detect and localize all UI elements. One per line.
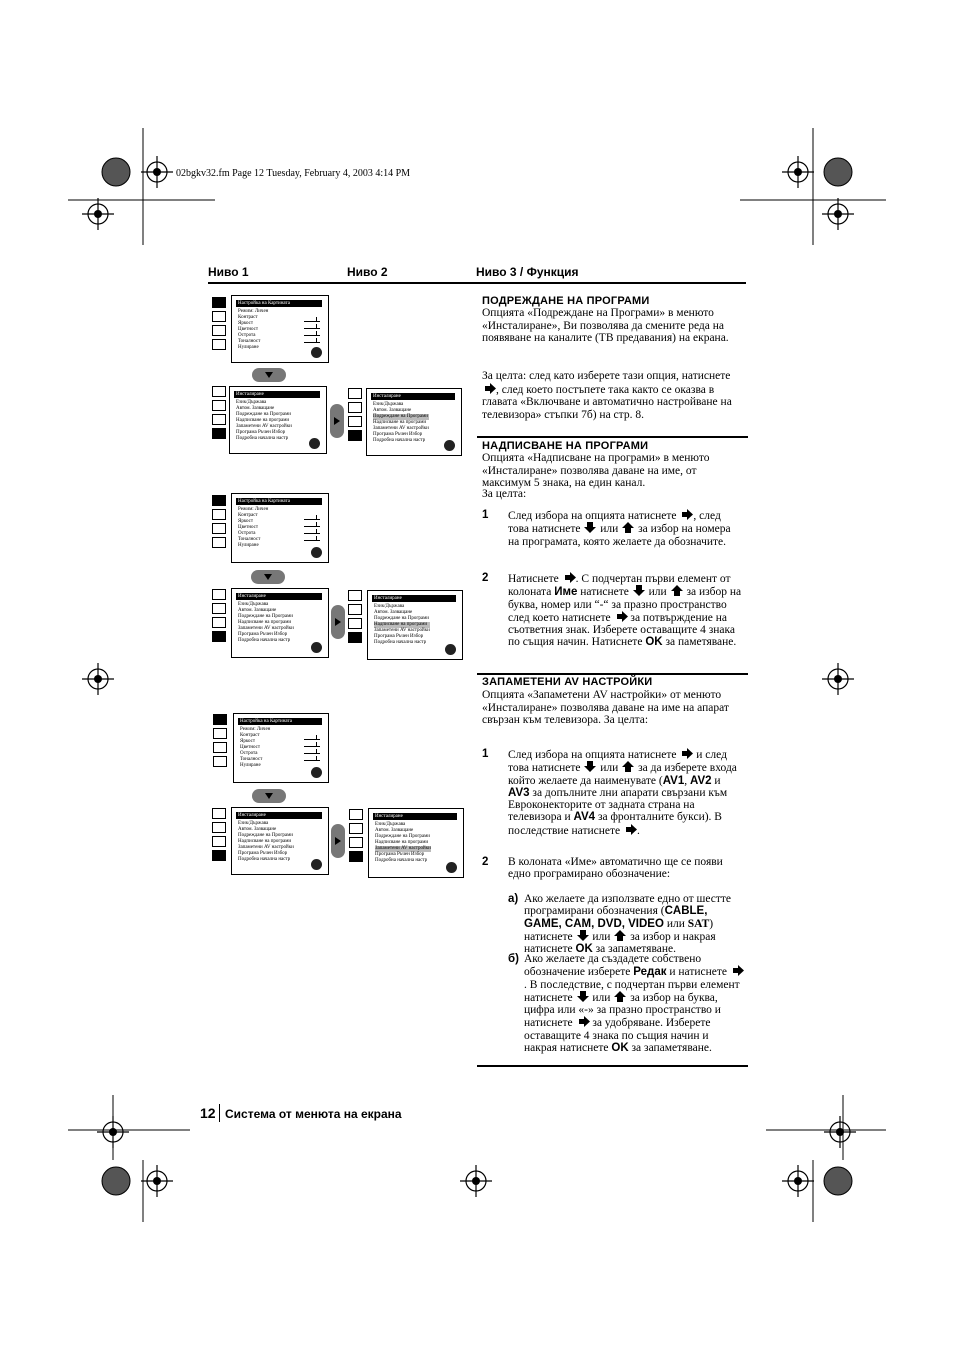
menu-item: Подробна начална настр bbox=[373, 438, 426, 443]
sound-icon bbox=[212, 822, 226, 833]
picture-menu-title: Настройка на Картината bbox=[238, 718, 322, 725]
ok-label: OK bbox=[645, 636, 663, 649]
ok-icon bbox=[311, 767, 322, 778]
text: за избор на буква, цифра или «-» за празно пространство и натиснете bbox=[524, 991, 721, 1030]
menu-item: Режим: Личен bbox=[238, 309, 269, 314]
text: за фронталните букси). В последствие натиснете bbox=[508, 811, 722, 837]
menu-item: Цветност bbox=[238, 525, 259, 530]
arrow-up-icon bbox=[613, 991, 627, 1002]
picture-menu-items bbox=[238, 507, 268, 549]
install-menu-screen bbox=[231, 588, 329, 658]
substep-label: a) bbox=[508, 893, 519, 905]
install-icon bbox=[348, 632, 362, 643]
install-menu-items bbox=[238, 821, 294, 863]
menu-item: Тоналност bbox=[238, 537, 261, 542]
text: или bbox=[666, 917, 685, 930]
goal-text: , след което постъпете така както се оказва в главата «Включване и автоматично настройване на телевизора» стъпки 7б) на стр. 8. bbox=[482, 383, 732, 421]
install-submenu-screen bbox=[368, 808, 464, 878]
step-number: 2 bbox=[482, 572, 489, 584]
menu-item: Автом. Зазващане bbox=[375, 828, 414, 833]
text: ) натиснете bbox=[524, 917, 714, 943]
level-bars bbox=[304, 514, 320, 542]
step-number: 1 bbox=[482, 748, 489, 760]
timer-icon bbox=[349, 837, 363, 848]
install-menu-items bbox=[375, 822, 431, 864]
text: и bbox=[714, 774, 721, 787]
install-submenu-screen bbox=[366, 388, 462, 456]
menu-item: Програма Ръчен Избор bbox=[373, 432, 423, 437]
install-icon bbox=[212, 631, 226, 642]
install-menu-title: Инсталиране bbox=[234, 391, 320, 398]
menu-item: Автом. Зазващане bbox=[373, 408, 412, 413]
menu-item: Език/Държава bbox=[373, 402, 404, 407]
menu-item-highlighted: Подреждане на Програми bbox=[373, 414, 428, 419]
text: След избора на опцията натиснете bbox=[508, 749, 677, 761]
substep-text bbox=[524, 893, 744, 955]
sound-icon bbox=[349, 823, 363, 834]
menu-icon-column bbox=[212, 589, 228, 645]
text: за избор и накрая натиснете bbox=[524, 930, 716, 956]
step-number: 1 bbox=[482, 509, 489, 521]
arrow-down-icon bbox=[583, 522, 597, 533]
menu-item: Контраст bbox=[238, 315, 258, 320]
install-icon bbox=[212, 537, 226, 548]
menu-item: Режим: Личен bbox=[240, 727, 271, 732]
install-menu-items bbox=[238, 602, 294, 644]
picture-menu-items bbox=[240, 727, 270, 769]
edit-label: Редак bbox=[633, 966, 667, 979]
text: или bbox=[592, 991, 611, 1004]
level-1-heading: Ниво 1 bbox=[208, 265, 249, 279]
text: или bbox=[600, 523, 619, 536]
section-rule bbox=[477, 1065, 748, 1067]
section-goal: За целта: bbox=[482, 488, 527, 500]
text: , след това натиснете bbox=[508, 510, 721, 536]
sound-icon bbox=[212, 311, 226, 322]
install-menu-items bbox=[373, 402, 429, 444]
install-icon bbox=[349, 851, 363, 862]
ok-icon bbox=[311, 347, 322, 358]
menu-item: Програма Ръчен Избор bbox=[375, 852, 425, 857]
arrow-right-icon bbox=[614, 611, 628, 622]
ok-icon bbox=[444, 440, 455, 451]
level-bars bbox=[304, 734, 320, 762]
arrow-down-icon bbox=[576, 991, 590, 1002]
text: за избор на буква, номер или “-“ за празно пространство след което натиснете bbox=[508, 586, 742, 624]
text: или bbox=[600, 762, 619, 775]
menu-item: Подреждане на Програми bbox=[238, 833, 293, 838]
menu-icon-column bbox=[348, 388, 364, 444]
menu-item: Надписване на програми bbox=[238, 620, 292, 625]
menu-icon-column bbox=[212, 386, 228, 442]
goal-text: За целта: след като изберете тази опция, натиснете bbox=[482, 370, 731, 382]
down-arrow-button-icon bbox=[252, 789, 286, 803]
timer-icon bbox=[348, 416, 362, 427]
header-rule bbox=[208, 282, 746, 284]
install-menu-items bbox=[374, 604, 430, 646]
text: натиснете bbox=[580, 586, 629, 599]
sat-label: SAT bbox=[687, 917, 710, 930]
down-arrow-button-icon bbox=[251, 570, 285, 584]
text: . В последствие, с подчертан първи елемент натиснете bbox=[524, 978, 740, 1004]
menu-item: Надписване на програми bbox=[373, 420, 427, 425]
text: за удобряване. Изберете оставащите 4 знака по същия начин и накрая натиснете bbox=[524, 1017, 711, 1055]
menu-item: Автом. Зазващане bbox=[236, 406, 275, 411]
menu-item: Яркост bbox=[240, 739, 256, 744]
timer-icon bbox=[212, 617, 226, 628]
sound-icon bbox=[348, 604, 362, 615]
menu-item: Цветност bbox=[238, 327, 259, 332]
name-column-label: Име bbox=[554, 586, 578, 599]
text: и след това натиснете bbox=[508, 749, 727, 775]
arrow-right-icon bbox=[679, 509, 693, 520]
menu-item: Острота bbox=[240, 751, 258, 756]
menu-item: Език/Държава bbox=[374, 604, 405, 609]
section-title-av-presets: ЗАПАМЕТЕНИ AV НАСТРОЙКИ bbox=[482, 676, 653, 688]
menu-item: Нулиране bbox=[238, 543, 259, 548]
install-menu-title: Инсталиране bbox=[373, 813, 457, 820]
section-intro: Опцията «Надписване на програми» в менюто «Инсталиране» позволява даване на име, от максимум 5 знака, на един канал. bbox=[482, 452, 710, 489]
step-text: След избора на опцията натиснете и след това натиснете или за да изберете входа който желаете да наименувате (AV1, AV2 и AV3 за допълните лни апарати свързани към Евроконекторите от задната страна на телевизора и AV4 за фронталните букси). В последствие натиснете . bbox=[508, 749, 737, 837]
menu-item: Запаметени AV настройки bbox=[238, 845, 294, 850]
menu-item: Подробна начална настр bbox=[236, 436, 289, 441]
arrow-right-icon bbox=[562, 572, 576, 583]
install-icon bbox=[212, 850, 226, 861]
menu-item: Тоналност bbox=[238, 339, 261, 344]
ok-icon bbox=[445, 644, 456, 655]
menu-item: Програма Ръчен Избор bbox=[236, 430, 286, 435]
text: Ако желаете да използвате едно от шестте програмирани обозначения ( bbox=[524, 893, 732, 918]
preset-codes: CABLE, GAME, CAM, DVD, VIDEO bbox=[524, 905, 708, 930]
install-menu-title: Инсталиране bbox=[236, 812, 322, 819]
right-arrow-button-icon bbox=[331, 605, 345, 639]
install-menu-title: Инсталиране bbox=[371, 393, 455, 400]
text: за паметяване. bbox=[665, 636, 737, 649]
step-number: 2 bbox=[482, 856, 489, 868]
menu-icon-column bbox=[212, 808, 228, 864]
ok-icon bbox=[446, 862, 457, 873]
arrow-up-icon bbox=[621, 761, 635, 772]
text: или bbox=[592, 930, 611, 943]
text: за потвърждение на съответния знак. Изберете оставащите 4 знака по същия начин. Натиснете bbox=[508, 611, 736, 649]
picture-menu-screen bbox=[231, 493, 329, 563]
sound-icon bbox=[212, 509, 226, 520]
menu-icon-column bbox=[212, 495, 228, 551]
step-text bbox=[508, 572, 744, 649]
picture-icon bbox=[212, 589, 226, 600]
substep-text bbox=[524, 953, 744, 1054]
arrow-up-icon bbox=[670, 585, 684, 596]
text: за допълните лни апарати свързани към Евроконекторите от задната страна на телевизора и bbox=[508, 786, 728, 824]
text: . С подчертан първи елемент от колоната bbox=[508, 573, 731, 599]
install-menu-items bbox=[236, 400, 292, 442]
picture-menu-title: Настройка на Картината bbox=[236, 498, 322, 505]
menu-item: Нулиране bbox=[240, 763, 261, 768]
menu-item: Език/Държава bbox=[236, 400, 267, 405]
step-text: В колоната «Име» автоматично ще се появи едно програмирано обозначение: bbox=[508, 856, 723, 881]
sound-icon bbox=[348, 402, 362, 413]
text: След избора на опцията натиснете bbox=[508, 510, 677, 522]
picture-menu-items bbox=[238, 309, 268, 351]
menu-item: Подробна начална настр bbox=[238, 638, 291, 643]
menu-item: Подробна начална настр bbox=[238, 857, 291, 862]
install-icon bbox=[348, 430, 362, 441]
menu-item: Език/Държава bbox=[238, 602, 269, 607]
footer-divider bbox=[219, 1104, 220, 1122]
section-intro: Опцията «Подреждане на Програми» в менюто «Инсталиране», Ви позволява да смените реда на появяване на каналите (ТВ предавания) на екрана. bbox=[482, 307, 729, 344]
av3-label: AV3 bbox=[508, 786, 530, 799]
section-rule bbox=[477, 673, 748, 675]
menu-item-highlighted: Запаметени AV настройки bbox=[375, 846, 431, 851]
ok-label: OK bbox=[611, 1042, 629, 1055]
menu-item: Автом. Зазващане bbox=[374, 610, 413, 615]
menu-item: Подробна начална настр bbox=[374, 640, 427, 645]
install-icon bbox=[212, 339, 226, 350]
timer-icon bbox=[212, 414, 226, 425]
menu-item: Режим: Личен bbox=[238, 507, 269, 512]
picture-menu-screen bbox=[233, 713, 329, 783]
step-text bbox=[508, 509, 744, 548]
menu-item: Програма Ръчен Избор bbox=[238, 632, 288, 637]
install-menu-title: Инсталиране bbox=[236, 593, 322, 600]
menu-item: Нулиране bbox=[238, 345, 259, 350]
arrow-right-icon bbox=[623, 824, 637, 835]
picture-icon bbox=[212, 495, 226, 506]
timer-icon bbox=[212, 836, 226, 847]
right-arrow-button-icon bbox=[331, 824, 345, 858]
picture-icon bbox=[213, 714, 227, 725]
menu-item: Цветност bbox=[240, 745, 261, 750]
text: или bbox=[648, 586, 667, 599]
install-submenu-screen bbox=[367, 590, 463, 660]
av4-label: AV4 bbox=[573, 811, 596, 824]
ok-icon bbox=[311, 547, 322, 558]
timer-icon bbox=[213, 742, 227, 753]
menu-item: Подреждане на Програми bbox=[238, 614, 293, 619]
right-arrow-button-icon bbox=[330, 404, 344, 438]
menu-icon-column bbox=[212, 297, 228, 353]
text: за запаметяване. bbox=[595, 943, 676, 956]
arrow-down-icon bbox=[583, 761, 597, 772]
menu-item: Тоналност bbox=[240, 757, 263, 762]
menu-item: Надписване на програми bbox=[375, 840, 429, 845]
menu-item: Подреждане на Програми bbox=[374, 616, 429, 621]
menu-icon-column bbox=[349, 809, 365, 865]
menu-item: Програма Ръчен Избор bbox=[374, 634, 424, 639]
menu-item: Подреждане на Програми bbox=[375, 834, 430, 839]
picture-icon bbox=[348, 590, 362, 601]
section-title-program-naming: НАДПИСВАНЕ НА ПРОГРАМИ bbox=[482, 440, 649, 452]
ok-icon bbox=[311, 859, 322, 870]
picture-icon bbox=[212, 386, 226, 397]
menu-item: Яркост bbox=[238, 321, 254, 326]
level-2-heading: Ниво 2 bbox=[347, 265, 388, 279]
menu-item: Програма Ръчен Избор bbox=[238, 851, 288, 856]
section-intro: Опцията «Запаметени AV настройки» от менюто «Инсталиране» позволява даване на име на апарат свързан към телевизора. За целта: bbox=[482, 689, 729, 726]
sound-icon bbox=[212, 400, 226, 411]
menu-item: Подреждане на Програми bbox=[236, 412, 291, 417]
picture-menu-title: Настройка на Картината bbox=[236, 300, 322, 307]
chapter-title: Система от менюта на екрана bbox=[225, 1107, 402, 1121]
menu-item: Контраст bbox=[240, 733, 260, 738]
menu-item: Острота bbox=[238, 531, 256, 536]
picture-icon bbox=[348, 388, 362, 399]
arrow-down-icon bbox=[576, 930, 590, 941]
level-3-heading: Ниво 3 / Функция bbox=[476, 265, 579, 279]
install-icon bbox=[212, 428, 226, 439]
arrow-right-icon bbox=[482, 383, 496, 394]
arrow-right-icon bbox=[730, 965, 744, 976]
section-goal bbox=[482, 370, 744, 421]
picture-icon bbox=[212, 808, 226, 819]
menu-item: Контраст bbox=[238, 513, 258, 518]
install-menu-screen bbox=[231, 807, 329, 875]
menu-icon-column bbox=[348, 590, 364, 646]
menu-item: Подробна начална настр bbox=[375, 858, 428, 863]
av2-label: AV2 bbox=[690, 774, 712, 787]
timer-icon bbox=[212, 523, 226, 534]
menu-item: Автом. Зазващане bbox=[238, 608, 277, 613]
menu-item: Запаметени AV настройки bbox=[373, 426, 429, 431]
page-number: 12 bbox=[200, 1105, 216, 1121]
menu-item: Автом. Зазващане bbox=[238, 827, 277, 832]
menu-item: Запаметени AV настройки bbox=[236, 424, 292, 429]
timer-icon bbox=[348, 618, 362, 629]
arrow-right-icon bbox=[679, 748, 693, 759]
picture-icon bbox=[212, 297, 226, 308]
picture-menu-screen bbox=[231, 295, 329, 363]
arrow-right-icon bbox=[576, 1016, 590, 1027]
install-menu-screen bbox=[229, 386, 327, 454]
picture-icon bbox=[349, 809, 363, 820]
level-bars bbox=[304, 316, 320, 344]
menu-item: Острота bbox=[238, 333, 256, 338]
menu-item: Език/Държава bbox=[238, 821, 269, 826]
menu-icon-column bbox=[213, 714, 229, 770]
menu-item: Надписване на програми bbox=[238, 839, 292, 844]
menu-item: Надписване на програми bbox=[236, 418, 290, 423]
install-icon bbox=[213, 756, 227, 767]
menu-item-highlighted: Надписване на програми bbox=[374, 622, 430, 628]
ok-label: OK bbox=[575, 943, 593, 956]
text: за да изберете входа който желаете да наименувате ( bbox=[508, 762, 737, 787]
text: за запаметяване. bbox=[631, 1042, 712, 1055]
menu-item: Запаметени AV настройки bbox=[374, 628, 430, 633]
sound-icon bbox=[213, 728, 227, 739]
ok-icon bbox=[309, 438, 320, 449]
text: Ако желаете да създадете собствено обозначение изберете bbox=[524, 953, 702, 979]
timer-icon bbox=[212, 325, 226, 336]
sound-icon bbox=[212, 603, 226, 614]
text: Натиснете bbox=[508, 573, 559, 585]
section-title-program-sorting: ПОДРЕЖДАНЕ НА ПРОГРАМИ bbox=[482, 295, 650, 307]
section-rule bbox=[477, 436, 748, 438]
av1-label: AV1 bbox=[662, 774, 685, 787]
menu-item: Език/Държава bbox=[375, 822, 406, 827]
menu-item: Запаметени AV настройки bbox=[238, 626, 294, 631]
text: и натиснете bbox=[669, 966, 728, 979]
text: за избор на номера на програмата, която желаете да обозначите. bbox=[508, 523, 731, 548]
substep-label: б) bbox=[508, 953, 519, 965]
arrow-up-icon bbox=[613, 930, 627, 941]
file-info-line: 02bgkv32.fm Page 12 Tuesday, February 4, 2003 4:14 PM bbox=[176, 168, 411, 179]
menu-item: Яркост bbox=[238, 519, 254, 524]
arrow-down-icon bbox=[632, 585, 646, 596]
down-arrow-button-icon bbox=[252, 368, 286, 382]
arrow-up-icon bbox=[621, 522, 635, 533]
install-menu-title: Инсталиране bbox=[372, 595, 456, 602]
ok-icon bbox=[311, 642, 322, 653]
